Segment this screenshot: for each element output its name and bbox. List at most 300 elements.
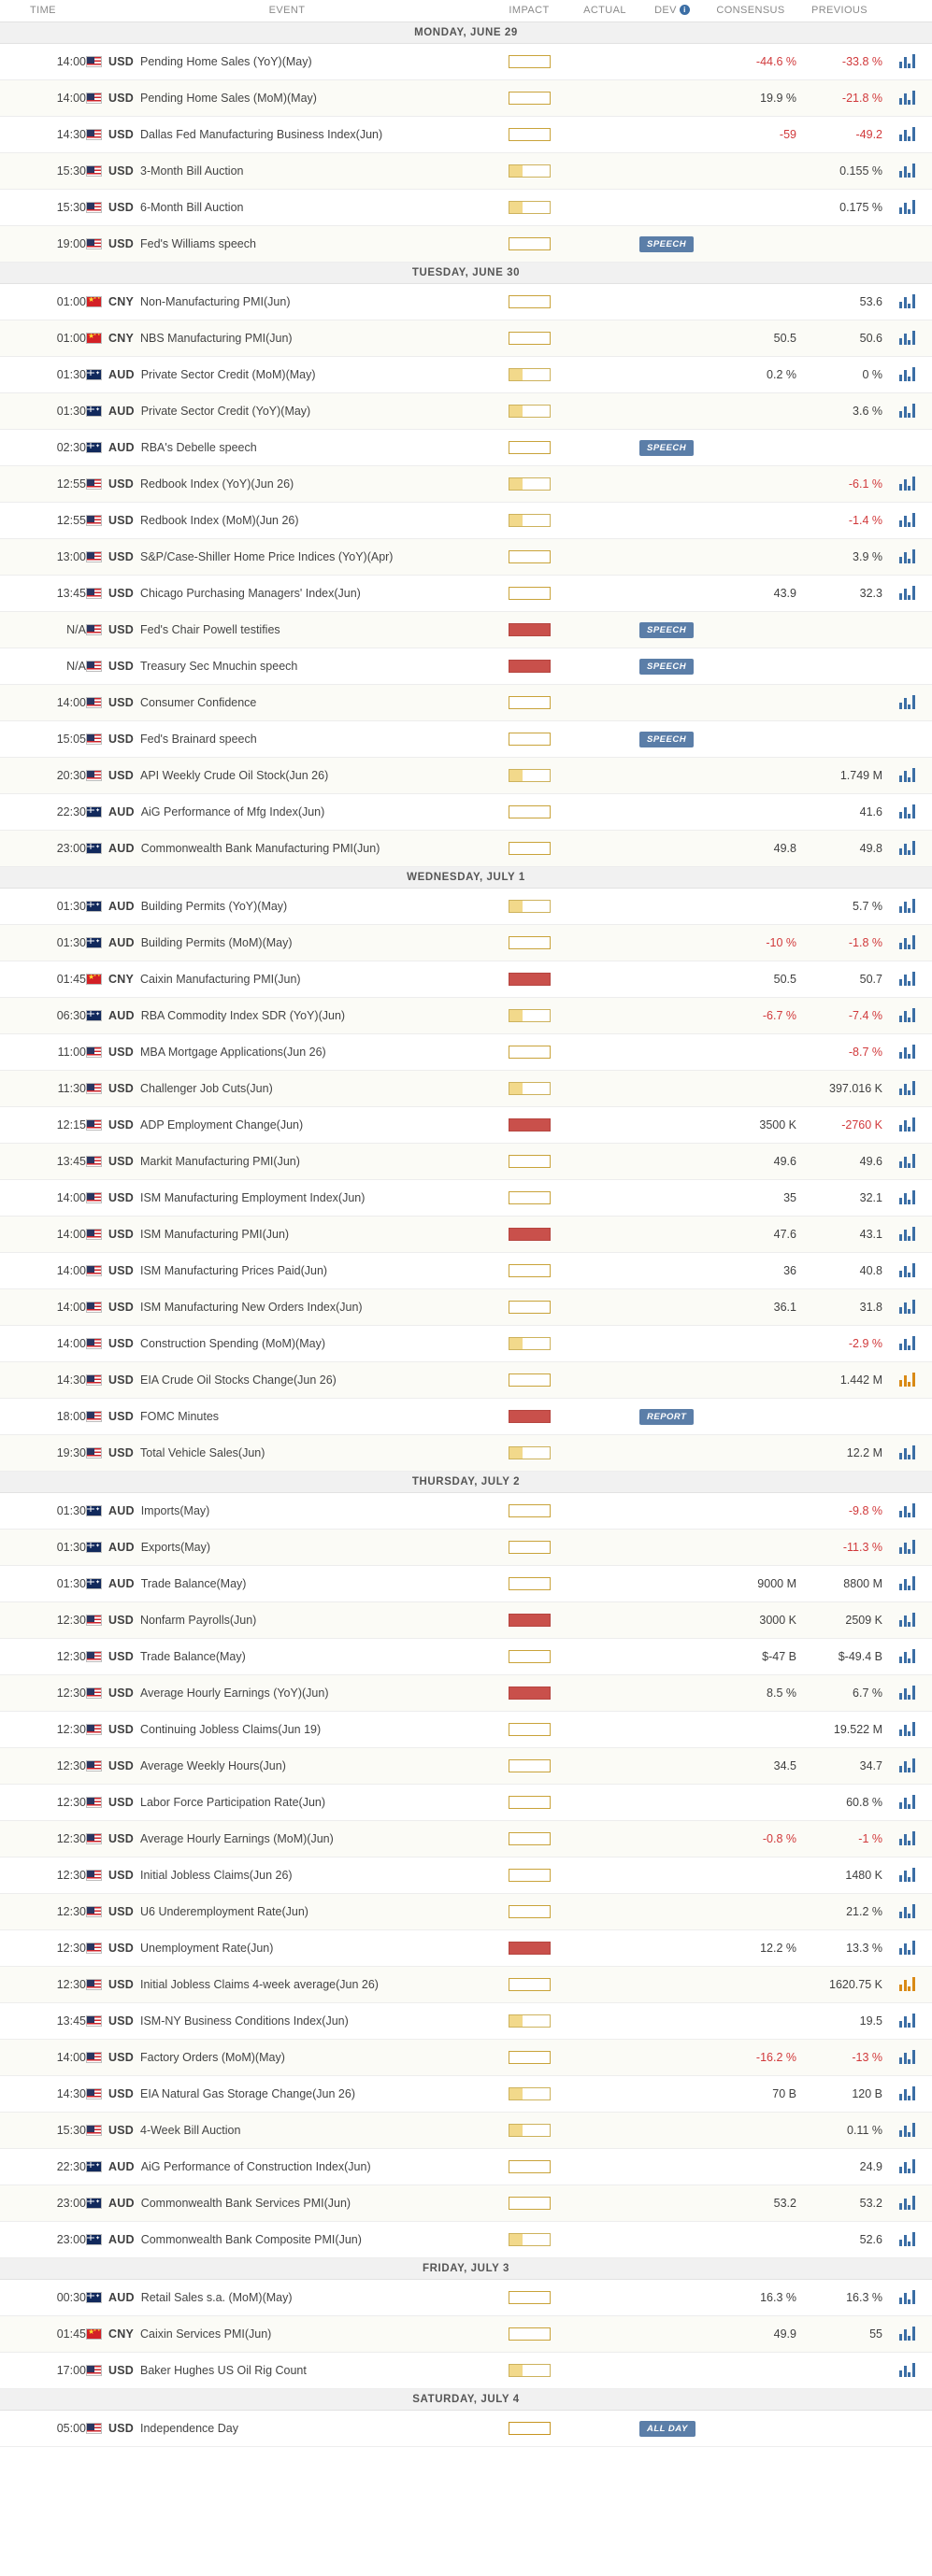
event-title[interactable]: AiG Performance of Construction Index(Jun) [140, 2160, 371, 2173]
table-row[interactable] [0, 1034, 932, 1071]
event-title[interactable]: U6 Underemployment Rate(Jun) [140, 1905, 308, 1918]
table-row[interactable] [0, 1894, 932, 1930]
event-name-cell[interactable] [86, 1034, 488, 1071]
table-row[interactable] [0, 1785, 932, 1821]
chart-cell[interactable] [882, 1967, 932, 2003]
event-title[interactable]: Initial Jobless Claims 4-week average(Jun 26) [140, 1978, 379, 1991]
event-name-cell[interactable] [86, 1930, 488, 1967]
table-row[interactable] [0, 2185, 932, 2222]
bar-chart-icon[interactable] [898, 1648, 916, 1663]
table-row[interactable] [0, 80, 932, 117]
chart-cell[interactable] [882, 44, 932, 80]
event-title[interactable]: Building Permits (YoY)(May) [140, 900, 288, 913]
bar-chart-icon[interactable] [898, 1044, 916, 1059]
event-title[interactable]: EIA Natural Gas Storage Change(Jun 26) [140, 2087, 355, 2100]
event-name-cell[interactable] [86, 1493, 488, 1530]
chart-cell[interactable] [882, 794, 932, 831]
table-row[interactable] [0, 1071, 932, 1107]
event-title[interactable]: Fed's Brainard speech [140, 733, 257, 746]
event-title[interactable]: Trade Balance(May) [140, 1577, 247, 1590]
table-row[interactable] [0, 2353, 932, 2389]
event-name-cell[interactable] [86, 2113, 488, 2149]
table-row[interactable] [0, 1180, 932, 1217]
chart-cell[interactable] [882, 2113, 932, 2149]
chart-cell[interactable] [882, 190, 932, 226]
event-name-cell[interactable] [86, 721, 488, 758]
event-title[interactable]: Factory Orders (MoM)(May) [140, 2051, 285, 2064]
bar-chart-icon[interactable] [898, 1445, 916, 1459]
chart-cell[interactable] [882, 1857, 932, 1894]
event-name-cell[interactable] [86, 320, 488, 357]
event-title[interactable]: Exports(May) [140, 1541, 211, 1554]
table-row[interactable] [0, 998, 932, 1034]
bar-chart-icon[interactable] [898, 971, 916, 986]
event-name-cell[interactable] [86, 1675, 488, 1712]
event-title[interactable]: Independence Day [140, 2422, 238, 2435]
table-row[interactable] [0, 1712, 932, 1748]
table-row[interactable] [0, 1289, 932, 1326]
bar-chart-icon[interactable] [898, 1794, 916, 1809]
chart-cell[interactable] [882, 685, 932, 721]
chart-cell[interactable] [882, 117, 932, 153]
chart-cell[interactable] [882, 925, 932, 961]
chart-cell[interactable] [882, 466, 932, 503]
table-row[interactable] [0, 685, 932, 721]
bar-chart-icon[interactable] [898, 1117, 916, 1131]
event-name-cell[interactable] [86, 430, 488, 466]
event-name-cell[interactable] [86, 539, 488, 576]
event-name-cell[interactable] [86, 1217, 488, 1253]
event-name-cell[interactable] [86, 357, 488, 393]
event-name-cell[interactable] [86, 1071, 488, 1107]
bar-chart-icon[interactable] [898, 1976, 916, 1991]
bar-chart-icon[interactable] [898, 2326, 916, 2341]
event-name-cell[interactable] [86, 1821, 488, 1857]
table-row[interactable] [0, 430, 932, 466]
event-name-cell[interactable] [86, 1530, 488, 1566]
event-title[interactable]: Initial Jobless Claims(Jun 26) [140, 1869, 293, 1882]
event-name-cell[interactable] [86, 1289, 488, 1326]
bar-chart-icon[interactable] [898, 2158, 916, 2173]
bar-chart-icon[interactable] [898, 1153, 916, 1168]
table-row[interactable] [0, 2003, 932, 2040]
chart-cell[interactable] [882, 758, 932, 794]
chart-cell[interactable] [882, 2280, 932, 2316]
table-row[interactable] [0, 1217, 932, 1253]
chart-cell[interactable] [882, 889, 932, 925]
chart-cell[interactable] [882, 1894, 932, 1930]
table-row[interactable] [0, 1967, 932, 2003]
table-row[interactable] [0, 2076, 932, 2113]
event-title[interactable]: AiG Performance of Mfg Index(Jun) [140, 805, 325, 818]
table-row[interactable] [0, 357, 932, 393]
table-row[interactable] [0, 1399, 932, 1435]
bar-chart-icon[interactable] [898, 1940, 916, 1955]
bar-chart-icon[interactable] [898, 2362, 916, 2377]
event-name-cell[interactable] [86, 2316, 488, 2353]
chart-cell[interactable] [882, 1034, 932, 1071]
chart-cell[interactable] [882, 961, 932, 998]
bar-chart-icon[interactable] [898, 293, 916, 308]
event-name-cell[interactable] [86, 226, 488, 263]
bar-chart-icon[interactable] [898, 548, 916, 563]
bar-chart-icon[interactable] [898, 585, 916, 600]
event-name-cell[interactable] [86, 1894, 488, 1930]
event-title[interactable]: Private Sector Credit (YoY)(May) [140, 405, 311, 418]
table-row[interactable] [0, 1675, 932, 1712]
event-title[interactable]: FOMC Minutes [140, 1410, 220, 1423]
bar-chart-icon[interactable] [898, 366, 916, 381]
bar-chart-icon[interactable] [898, 1721, 916, 1736]
table-row[interactable] [0, 226, 932, 263]
event-title[interactable]: Average Hourly Earnings (MoM)(Jun) [140, 1832, 334, 1845]
event-name-cell[interactable] [86, 44, 488, 80]
event-title[interactable]: Caixin Services PMI(Jun) [140, 2327, 272, 2341]
chart-cell[interactable] [882, 1748, 932, 1785]
event-name-cell[interactable] [86, 1144, 488, 1180]
bar-chart-icon[interactable] [898, 1335, 916, 1350]
event-name-cell[interactable] [86, 2353, 488, 2389]
event-title[interactable]: Nonfarm Payrolls(Jun) [140, 1614, 257, 1627]
bar-chart-icon[interactable] [898, 126, 916, 141]
event-title[interactable]: Non-Manufacturing PMI(Jun) [140, 295, 291, 308]
bar-chart-icon[interactable] [898, 1262, 916, 1277]
bar-chart-icon[interactable] [898, 1575, 916, 1590]
event-name-cell[interactable] [86, 1712, 488, 1748]
bar-chart-icon[interactable] [898, 1189, 916, 1204]
chart-cell[interactable] [882, 2040, 932, 2076]
event-title[interactable]: Chicago Purchasing Managers' Index(Jun) [140, 587, 361, 600]
chart-cell[interactable] [882, 1289, 932, 1326]
chart-cell[interactable] [882, 2353, 932, 2389]
bar-chart-icon[interactable] [898, 898, 916, 913]
event-title[interactable]: RBA's Debelle speech [140, 441, 257, 454]
table-row[interactable] [0, 961, 932, 998]
event-name-cell[interactable] [86, 284, 488, 320]
bar-chart-icon[interactable] [898, 1372, 916, 1387]
table-row[interactable] [0, 758, 932, 794]
column-header-previous[interactable]: PREVIOUS [796, 0, 882, 22]
event-title[interactable]: Fed's Chair Powell testifies [140, 623, 280, 636]
event-name-cell[interactable] [86, 1602, 488, 1639]
chart-cell[interactable] [882, 1930, 932, 1967]
event-title[interactable]: ISM Manufacturing New Orders Index(Jun) [140, 1301, 363, 1314]
event-title[interactable]: Caixin Manufacturing PMI(Jun) [140, 973, 301, 986]
event-name-cell[interactable] [86, 1253, 488, 1289]
chart-cell[interactable] [882, 1435, 932, 1472]
event-title[interactable]: Challenger Job Cuts(Jun) [140, 1082, 273, 1095]
table-row[interactable] [0, 1639, 932, 1675]
column-header-time[interactable]: TIME [0, 0, 86, 22]
table-row[interactable] [0, 1107, 932, 1144]
event-title[interactable]: Average Hourly Earnings (YoY)(Jun) [140, 1686, 329, 1700]
bar-chart-icon[interactable] [898, 403, 916, 418]
event-title[interactable]: Consumer Confidence [140, 696, 257, 709]
event-title[interactable]: Average Weekly Hours(Jun) [140, 1759, 286, 1772]
event-name-cell[interactable] [86, 998, 488, 1034]
table-row[interactable] [0, 466, 932, 503]
event-title[interactable]: Treasury Sec Mnuchin speech [140, 660, 298, 673]
table-row[interactable] [0, 153, 932, 190]
event-name-cell[interactable] [86, 1326, 488, 1362]
chart-cell[interactable] [882, 1602, 932, 1639]
table-row[interactable] [0, 1144, 932, 1180]
table-row[interactable] [0, 190, 932, 226]
event-title[interactable]: Trade Balance(May) [140, 1650, 246, 1663]
event-title[interactable]: Pending Home Sales (YoY)(May) [140, 55, 312, 68]
column-header-actual[interactable]: ACTUAL [570, 0, 639, 22]
bar-chart-icon[interactable] [898, 1612, 916, 1627]
event-title[interactable]: NBS Manufacturing PMI(Jun) [140, 332, 293, 345]
event-title[interactable]: Pending Home Sales (MoM)(May) [140, 92, 317, 105]
event-name-cell[interactable] [86, 831, 488, 867]
chart-cell[interactable] [882, 1821, 932, 1857]
event-name-cell[interactable] [86, 925, 488, 961]
table-row[interactable] [0, 648, 932, 685]
chart-cell[interactable] [882, 1712, 932, 1748]
bar-chart-icon[interactable] [898, 1080, 916, 1095]
event-title[interactable]: Continuing Jobless Claims(Jun 19) [140, 1723, 322, 1736]
event-title[interactable]: ISM-NY Business Conditions Index(Jun) [140, 2014, 349, 2028]
chart-cell[interactable] [882, 357, 932, 393]
bar-chart-icon[interactable] [898, 2122, 916, 2137]
event-title[interactable]: Construction Spending (MoM)(May) [140, 1337, 325, 1350]
event-name-cell[interactable] [86, 889, 488, 925]
bar-chart-icon[interactable] [898, 1539, 916, 1554]
event-name-cell[interactable] [86, 2222, 488, 2258]
event-name-cell[interactable] [86, 466, 488, 503]
table-row[interactable] [0, 1566, 932, 1602]
bar-chart-icon[interactable] [898, 2231, 916, 2246]
table-row[interactable] [0, 1602, 932, 1639]
chart-cell[interactable] [882, 1362, 932, 1399]
chart-cell[interactable] [882, 1071, 932, 1107]
event-title[interactable]: 6-Month Bill Auction [140, 201, 244, 214]
bar-chart-icon[interactable] [898, 1685, 916, 1700]
chart-cell[interactable] [882, 576, 932, 612]
event-name-cell[interactable] [86, 1785, 488, 1821]
table-row[interactable] [0, 2280, 932, 2316]
chart-cell[interactable] [882, 2149, 932, 2185]
event-title[interactable]: 4-Week Bill Auction [140, 2124, 241, 2137]
event-title[interactable]: Commonwealth Bank Services PMI(Jun) [140, 2197, 351, 2210]
event-name-cell[interactable] [86, 1748, 488, 1785]
event-name-cell[interactable] [86, 961, 488, 998]
event-title[interactable]: Redbook Index (MoM)(Jun 26) [140, 514, 299, 527]
event-title[interactable]: MBA Mortgage Applications(Jun 26) [140, 1046, 326, 1059]
bar-chart-icon[interactable] [898, 199, 916, 214]
bar-chart-icon[interactable] [898, 1867, 916, 1882]
chart-cell[interactable] [882, 153, 932, 190]
chart-cell[interactable] [882, 1639, 932, 1675]
chart-cell[interactable] [882, 1217, 932, 1253]
event-name-cell[interactable] [86, 153, 488, 190]
event-title[interactable]: ISM Manufacturing PMI(Jun) [140, 1228, 290, 1241]
event-title[interactable]: Baker Hughes US Oil Rig Count [140, 2364, 307, 2377]
chart-cell[interactable] [882, 393, 932, 430]
table-row[interactable] [0, 539, 932, 576]
chart-cell[interactable] [882, 1180, 932, 1217]
event-name-cell[interactable] [86, 2076, 488, 2113]
event-name-cell[interactable] [86, 758, 488, 794]
bar-chart-icon[interactable] [898, 2049, 916, 2064]
event-name-cell[interactable] [86, 1967, 488, 2003]
bar-chart-icon[interactable] [898, 767, 916, 782]
event-title[interactable]: Fed's Williams speech [140, 237, 256, 250]
table-row[interactable] [0, 925, 932, 961]
bar-chart-icon[interactable] [898, 330, 916, 345]
bar-chart-icon[interactable] [898, 1758, 916, 1772]
table-row[interactable] [0, 1530, 932, 1566]
event-name-cell[interactable] [86, 612, 488, 648]
table-row[interactable] [0, 1435, 932, 1472]
bar-chart-icon[interactable] [898, 1226, 916, 1241]
event-name-cell[interactable] [86, 2040, 488, 2076]
event-title[interactable]: RBA Commodity Index SDR (YoY)(Jun) [140, 1009, 346, 1022]
chart-cell[interactable] [882, 998, 932, 1034]
table-row[interactable] [0, 794, 932, 831]
chart-cell[interactable] [882, 2076, 932, 2113]
chart-cell[interactable] [882, 1326, 932, 1362]
bar-chart-icon[interactable] [898, 1007, 916, 1022]
event-name-cell[interactable] [86, 1566, 488, 1602]
event-title[interactable]: Total Vehicle Sales(Jun) [140, 1446, 265, 1459]
bar-chart-icon[interactable] [898, 1903, 916, 1918]
event-title[interactable]: Building Permits (MoM)(May) [140, 936, 293, 949]
table-row[interactable] [0, 117, 932, 153]
bar-chart-icon[interactable] [898, 2195, 916, 2210]
table-row[interactable] [0, 1821, 932, 1857]
table-row[interactable] [0, 1253, 932, 1289]
event-name-cell[interactable] [86, 1435, 488, 1472]
table-row[interactable] [0, 2040, 932, 2076]
table-row[interactable] [0, 1930, 932, 1967]
bar-chart-icon[interactable] [898, 53, 916, 68]
event-name-cell[interactable] [86, 2411, 488, 2447]
event-title[interactable]: Retail Sales s.a. (MoM)(May) [140, 2291, 293, 2304]
event-name-cell[interactable] [86, 117, 488, 153]
event-name-cell[interactable] [86, 190, 488, 226]
chart-cell[interactable] [882, 2185, 932, 2222]
event-name-cell[interactable] [86, 393, 488, 430]
event-title[interactable]: S&P/Case-Shiller Home Price Indices (YoY)(Apr) [140, 550, 394, 563]
bar-chart-icon[interactable] [898, 2085, 916, 2100]
event-name-cell[interactable] [86, 685, 488, 721]
table-row[interactable] [0, 1748, 932, 1785]
event-name-cell[interactable] [86, 1362, 488, 1399]
bar-chart-icon[interactable] [898, 1502, 916, 1517]
table-row[interactable] [0, 2316, 932, 2353]
column-header-event[interactable]: EVENT [86, 0, 488, 22]
column-header-impact[interactable]: IMPACT [488, 0, 570, 22]
event-title[interactable]: ISM Manufacturing Prices Paid(Jun) [140, 1264, 328, 1277]
bar-chart-icon[interactable] [898, 804, 916, 818]
event-title[interactable]: Dallas Fed Manufacturing Business Index(Jun) [140, 128, 383, 141]
bar-chart-icon[interactable] [898, 934, 916, 949]
bar-chart-icon[interactable] [898, 476, 916, 491]
event-title[interactable]: ADP Employment Change(Jun) [140, 1118, 304, 1131]
event-name-cell[interactable] [86, 1857, 488, 1894]
table-row[interactable] [0, 1857, 932, 1894]
table-row[interactable] [0, 393, 932, 430]
table-row[interactable] [0, 2411, 932, 2447]
chart-cell[interactable] [882, 1675, 932, 1712]
table-row[interactable] [0, 284, 932, 320]
table-row[interactable] [0, 612, 932, 648]
event-name-cell[interactable] [86, 794, 488, 831]
event-name-cell[interactable] [86, 576, 488, 612]
event-title[interactable]: Markit Manufacturing PMI(Jun) [140, 1155, 300, 1168]
event-title[interactable]: Private Sector Credit (MoM)(May) [140, 368, 316, 381]
table-row[interactable] [0, 320, 932, 357]
chart-cell[interactable] [882, 503, 932, 539]
table-row[interactable] [0, 1493, 932, 1530]
event-title[interactable]: Redbook Index (YoY)(Jun 26) [140, 477, 294, 491]
event-name-cell[interactable] [86, 1107, 488, 1144]
chart-cell[interactable] [882, 1785, 932, 1821]
table-row[interactable] [0, 2113, 932, 2149]
bar-chart-icon[interactable] [898, 512, 916, 527]
chart-cell[interactable] [882, 320, 932, 357]
chart-cell[interactable] [882, 831, 932, 867]
table-row[interactable] [0, 2149, 932, 2185]
info-icon[interactable]: i [680, 5, 690, 15]
bar-chart-icon[interactable] [898, 163, 916, 178]
bar-chart-icon[interactable] [898, 2289, 916, 2304]
chart-cell[interactable] [882, 284, 932, 320]
column-header-consensus[interactable]: CONSENSUS [705, 0, 796, 22]
event-title[interactable]: EIA Crude Oil Stocks Change(Jun 26) [140, 1373, 337, 1387]
table-row[interactable] [0, 44, 932, 80]
table-row[interactable] [0, 1362, 932, 1399]
chart-cell[interactable] [882, 1493, 932, 1530]
event-name-cell[interactable] [86, 648, 488, 685]
chart-cell[interactable] [882, 1566, 932, 1602]
column-header-dev[interactable] [639, 0, 705, 22]
event-title[interactable]: Labor Force Participation Rate(Jun) [140, 1796, 326, 1809]
chart-cell[interactable] [882, 1107, 932, 1144]
event-title[interactable]: 3-Month Bill Auction [140, 164, 244, 178]
table-row[interactable] [0, 503, 932, 539]
bar-chart-icon[interactable] [898, 90, 916, 105]
chart-cell[interactable] [882, 2003, 932, 2040]
bar-chart-icon[interactable] [898, 1299, 916, 1314]
event-title[interactable]: Unemployment Rate(Jun) [140, 1942, 274, 1955]
event-title[interactable]: Commonwealth Bank Manufacturing PMI(Jun) [140, 842, 380, 855]
bar-chart-icon[interactable] [898, 840, 916, 855]
event-name-cell[interactable] [86, 80, 488, 117]
chart-cell[interactable] [882, 1144, 932, 1180]
event-title[interactable]: Commonwealth Bank Composite PMI(Jun) [140, 2233, 362, 2246]
bar-chart-icon[interactable] [898, 1830, 916, 1845]
chart-cell[interactable] [882, 1253, 932, 1289]
event-name-cell[interactable] [86, 503, 488, 539]
event-name-cell[interactable] [86, 2003, 488, 2040]
bar-chart-icon[interactable] [898, 2013, 916, 2028]
table-row[interactable] [0, 831, 932, 867]
bar-chart-icon[interactable] [898, 694, 916, 709]
event-name-cell[interactable] [86, 2149, 488, 2185]
chart-cell[interactable] [882, 2222, 932, 2258]
event-title[interactable]: API Weekly Crude Oil Stock(Jun 26) [140, 769, 329, 782]
event-title[interactable]: Imports(May) [140, 1504, 210, 1517]
event-name-cell[interactable] [86, 1639, 488, 1675]
event-name-cell[interactable] [86, 2280, 488, 2316]
table-row[interactable] [0, 889, 932, 925]
table-row[interactable] [0, 2222, 932, 2258]
event-name-cell[interactable] [86, 1399, 488, 1435]
event-name-cell[interactable] [86, 2185, 488, 2222]
